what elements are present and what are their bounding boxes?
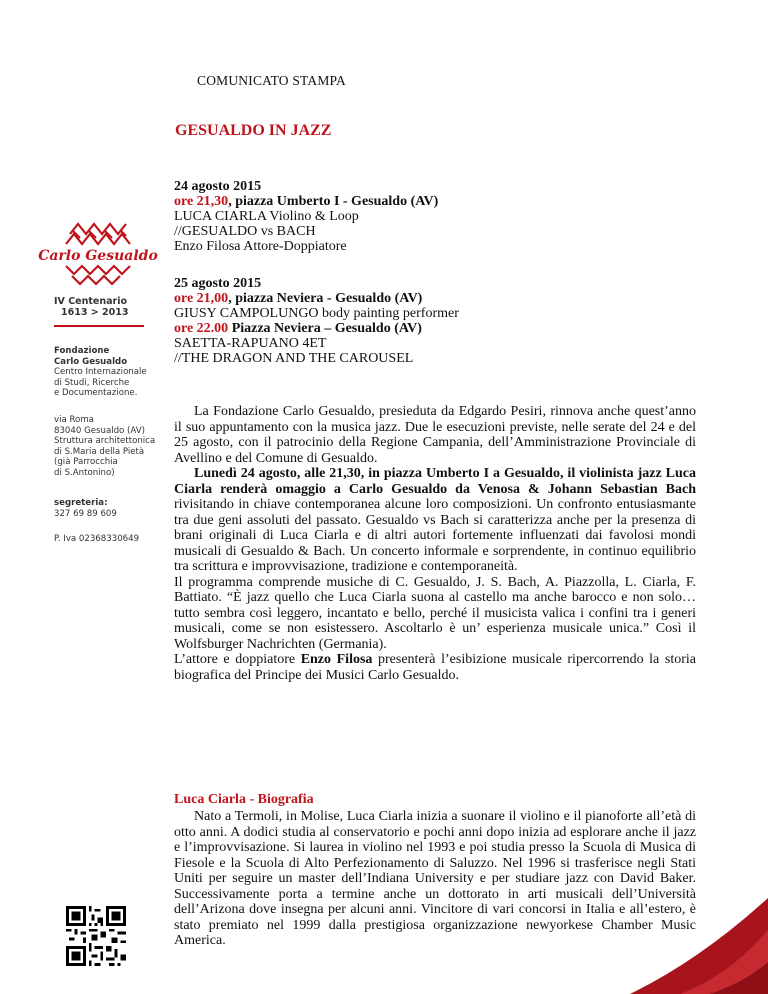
event-date: 25 agosto 2015: [174, 276, 262, 291]
vat-number: P. Iva 02368330649: [54, 534, 140, 544]
decorative-corner-shape: [560, 890, 768, 994]
address-line: via Roma: [54, 415, 94, 425]
concert-bold: Lunedì 24 agosto, alle 21,30, in piazza Umberto I a Gesualdo, il violinista jazz Luca Ciarla renderà omaggio a Carlo Gesualdo da Venosa & Johann Sebastian Bach: [174, 466, 696, 497]
event-time-place: [174, 194, 438, 209]
qr-code: [66, 906, 126, 966]
presenter-text: L’attore e doppiatore: [174, 652, 301, 667]
event-time: ore 22.00: [174, 321, 229, 336]
address-line: di S.Maria della Pietà: [54, 446, 145, 457]
event-time-place: [174, 321, 459, 336]
address-line: di S.Antonino): [54, 467, 115, 478]
centenary-label: [54, 296, 128, 318]
phone-number: 327 69 89 609: [54, 508, 117, 519]
page-title: GESUALDO IN JAZZ: [175, 122, 332, 139]
presenter-paragraph: [174, 652, 696, 683]
secretary-label: segreteria:: [54, 498, 108, 508]
foundation-name: Carlo Gesualdo: [54, 356, 128, 367]
body-section: [174, 404, 696, 683]
event-place: , piazza Neviera - Gesualdo (AV): [228, 291, 423, 306]
event-block-1: [174, 179, 438, 254]
presenter-name: Enzo Filosa: [300, 652, 373, 667]
address-line: (già Parrocchia: [54, 457, 118, 468]
bio-heading: Luca Ciarla - Biografia: [174, 792, 314, 807]
presenter-text: presenterà l’esibizione musicale ripercorrendo la storia biografica del Principe dei Musici Carlo Gesualdo.: [174, 652, 696, 683]
event-line: LUCA CIARLA Violino & Loop: [174, 209, 359, 224]
address-line: Struttura architettonica: [54, 436, 156, 447]
event-line: SAETTA-RAPUANO 4ET: [174, 336, 327, 351]
event-line: GIUSY CAMPOLUNGO body painting performer: [174, 306, 459, 321]
event-place: Piazza Neviera – Gesualdo (AV): [228, 321, 422, 336]
address-block: [54, 415, 155, 479]
intro-paragraph: La Fondazione Carlo Gesualdo, presieduta da Edgardo Pesiri, rinnova anche quest’anno il suo appuntamento con la musica jazz. Due le esecuzioni previste, nelle serate del 24 e del 25 agosto, con il patrocinio della Regione Campania, dell’Amministrazione Provinciale di Avellino e del Comune di Gesualdo.: [174, 404, 696, 466]
address-line: 83040 Gesualdo (AV): [54, 425, 145, 436]
event-line: //THE DRAGON AND THE CAROUSEL: [174, 351, 414, 366]
carlo-gesualdo-logo: [38, 212, 158, 292]
event-line: Enzo Filosa Attore-Doppiatore: [174, 239, 347, 254]
secretary-block: [54, 498, 117, 519]
logo-text: Carlo Gesualdo: [38, 248, 158, 264]
event-line: //GESUALDO vs BACH: [174, 224, 316, 239]
concert-text: rivisitando in chiave contemporanea alcune loro composizioni. Un confronto entusiasmante tra due geni assoluti del passato. Gesualdo vs Bach si caratterizza anche per la presenza di brani originali di Luca Ciarla e di altri autori fortemente influenzati dai favolosi mondi musicali di Gesualdo & Bach. Un concerto informale e sorprendente, in continuo equilibrio tra scrittura e improvvisazione, tradizione e contemporaneità.: [174, 497, 696, 574]
event-time: ore 21,00: [174, 291, 229, 306]
bio-paragraph: Nato a Termoli, in Molise, Luca Ciarla inizia a suonare il violino e il pianoforte all’età di otto anni. A dodici studia al conservatorio e pochi anni dopo inizia ad esplorare anche il jazz e l’improvvisazione. Si laurea in violino nel 1993 e poi studia presso la Scuola di Musica di Fiesole e la Scuola di Alto Perfezionamento di Saluzzo. Nel 1996 si trasferisce negli Stati Uniti per seguire un master dell’Indiana University e per studiare jazz con David Baker. Successivamente porta a termine anche un dottorato in arti musicali dell’Università dell’Arizona dove insegna per alcuni anni. Vincitore di vari concorsi in Italia e all’estero, è stato premiato nel 1999 dalla prestigiosa organizzazione newyorkese Chamber Music America.: [174, 809, 696, 948]
centenary-years: 1613 > 2013: [61, 307, 129, 318]
event-time: ore 21,30: [174, 194, 229, 209]
program-paragraph: Il programma comprende musiche di C. Gesualdo, J. S. Bach, A. Piazzolla, L. Ciarla, F. Battiato. “È jazz quello che Luca Ciarla suona al castello ma anche barocco e non solo…tutto sembra così leggero, incantato e bello, perché il musicista valica i confini tra i generi musicali, come se non esistessero. Ascoltarlo è un’ esperienza musicale unica.” Così il Wolfsburger Nachrichten (Germania).: [174, 574, 696, 652]
event-time-place: [174, 291, 459, 306]
concert-paragraph: [174, 466, 696, 575]
event-date: 24 agosto 2015: [174, 179, 262, 194]
press-release-label: COMUNICATO STAMPA: [197, 73, 346, 88]
foundation-block: [54, 346, 147, 399]
centenary-title: IV Centenario: [54, 296, 127, 307]
foundation-desc: Centro Internazionale: [54, 367, 147, 378]
foundation-desc: e Documentazione.: [54, 388, 138, 399]
event-block-2: [174, 276, 459, 366]
event-place: , piazza Umberto I - Gesualdo (AV): [228, 194, 439, 209]
sidebar-divider: [54, 325, 144, 327]
foundation-name: Fondazione: [54, 346, 110, 356]
foundation-desc: di Studi, Ricerche: [54, 377, 130, 388]
